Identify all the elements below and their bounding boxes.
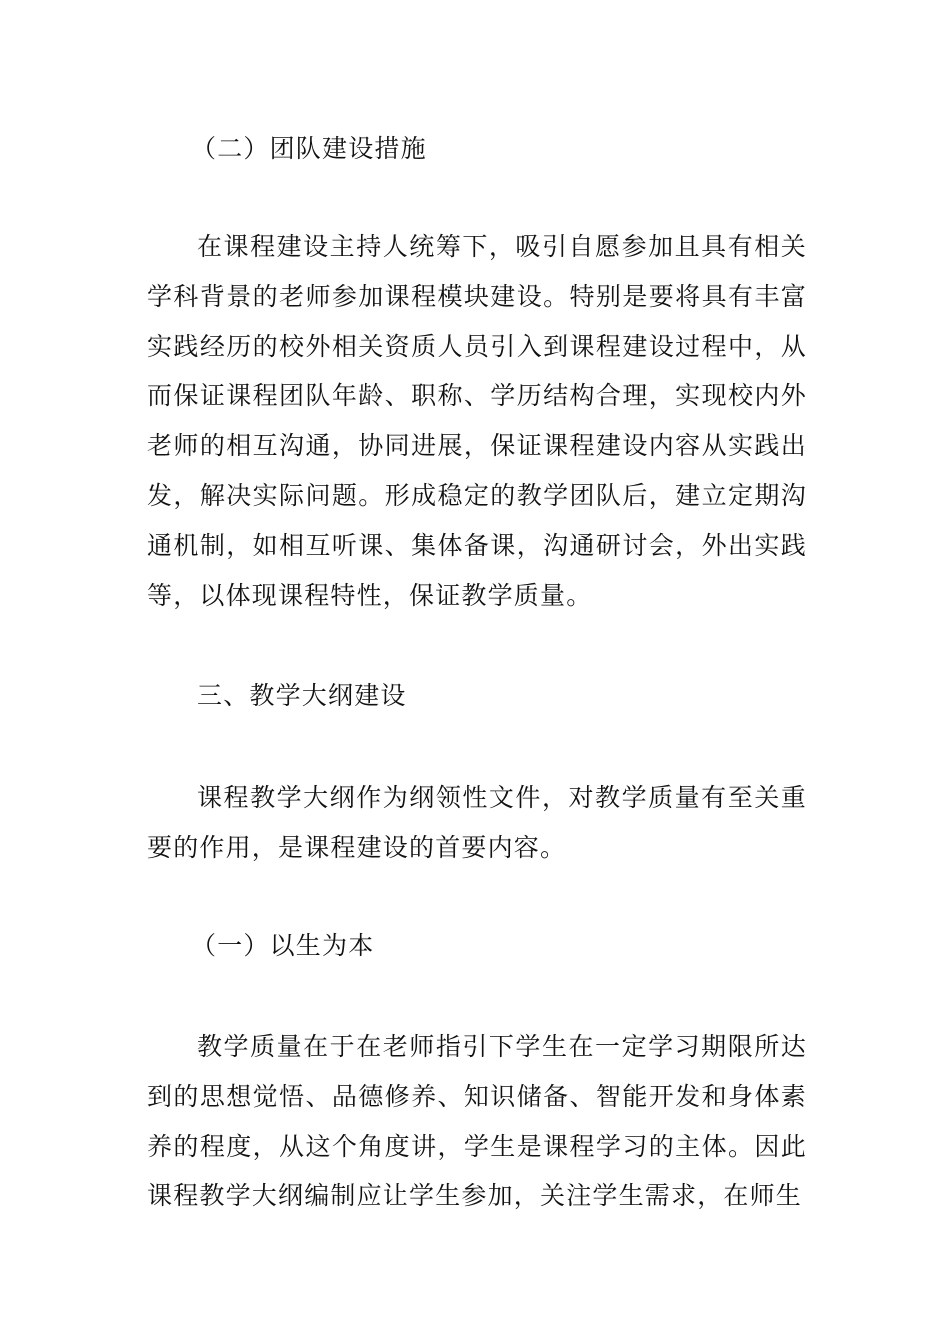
section-heading-team-building: （二）团队建设措施 xyxy=(191,134,427,163)
section-heading-student-centered: （一）以生为本 xyxy=(191,931,375,960)
paragraph-student-centered: 教学质量在于在老师指引下学生在一定学习期限所达到的思想觉悟、品德修养、知识储备、智能开发和身体素养的程度，从这个角度讲，学生是课程学习的主体。因此课程教学大纲编制应让学生参加，关注学生需求，在师生 xyxy=(147,1032,807,1211)
paragraph-syllabus: 课程教学大纲作为纲领性文件，对教学质量有至关重要的作用，是课程建设的首要内容。 xyxy=(147,783,807,862)
paragraph-team-building: 在课程建设主持人统筹下，吸引自愿参加且具有相关学科背景的老师参加课程模块建设。特别是要将具有丰富实践经历的校外相关资质人员引入到课程建设过程中，从而保证课程团队年龄、职称、学历结构合理，实现校内外老师的相互沟通，协同进展，保证课程建设内容从实践出发，解决实际问题。形成稳定的教学团队后，建立定期沟通机制，如相互听课、集体备课，沟通研讨会，外出实践等，以体现课程特性，保证教学质量。 xyxy=(147,232,807,610)
section-heading-syllabus: 三、教学大纲建设 xyxy=(197,681,407,710)
